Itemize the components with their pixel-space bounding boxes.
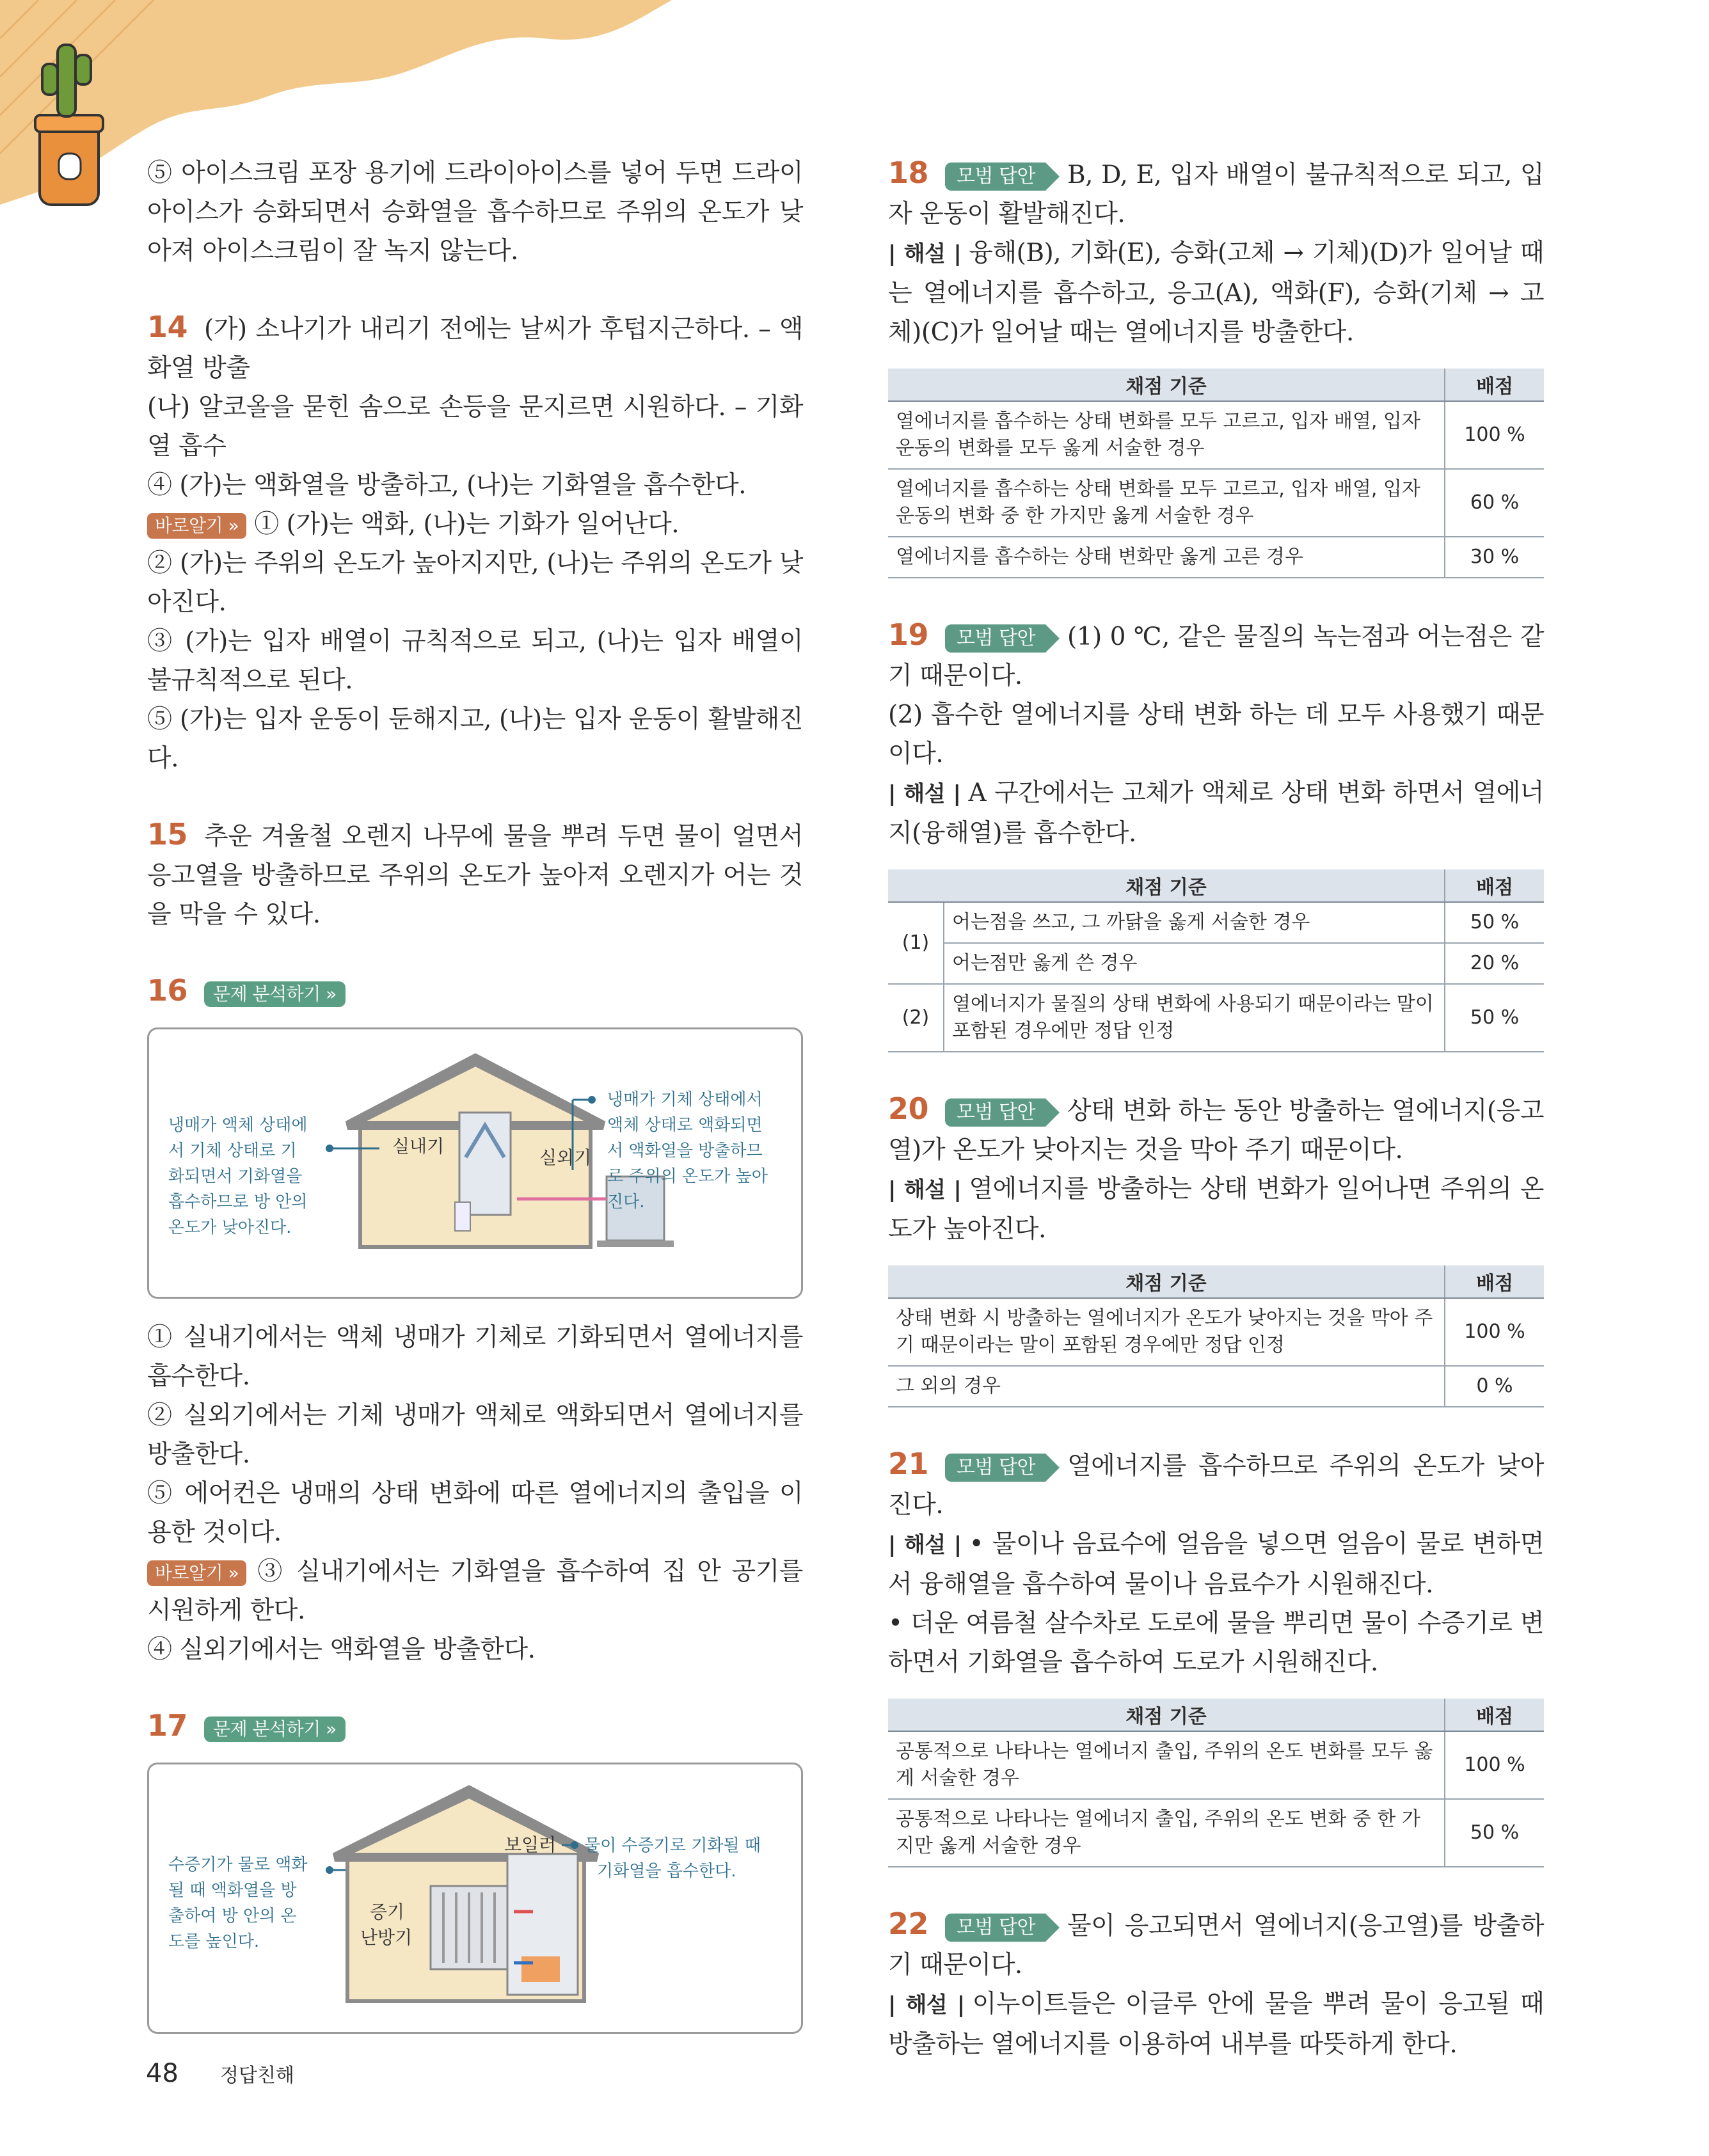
right-note-line: 기화열을 흡수한다. bbox=[597, 1862, 736, 1881]
left-note-line: 흡수하므로 방 안의 bbox=[168, 1193, 308, 1212]
explanation-label: | 해설 | bbox=[888, 241, 962, 267]
right-note-line: 진다. bbox=[607, 1193, 645, 1212]
q14-fix5: ⑤ (가)는 입자 운동이 둔해지고, (나)는 입자 운동이 활발해진다. bbox=[147, 705, 803, 773]
model-answer-badge: 모범 답안 bbox=[945, 162, 1045, 191]
q18-answer: B, D, E, 입자 배열이 불규칙적으로 되고, 입자 운동이 활발해진다. bbox=[888, 161, 1544, 228]
question-19 bbox=[888, 615, 1544, 1052]
q22-answer: 물이 응고되면서 열에너지(응고열)를 방출하기 때문이다. bbox=[888, 1912, 1544, 1979]
model-answer-badge: 모범 답안 bbox=[945, 1098, 1045, 1127]
q16-item2: ② 실외기에서는 기체 냉매가 액체로 액화되면서 열에너지를 방출한다. bbox=[147, 1401, 803, 1469]
right-note-line: 물이 수증기로 기화될 때 bbox=[584, 1836, 761, 1855]
q13-item5 bbox=[147, 154, 803, 271]
table-row: 열에너지를 흡수하는 상태 변화만 옳게 고른 경우 30 % bbox=[888, 537, 1544, 578]
q21-explain1: • 물이나 음료수에 얼음을 넣으면 얼음이 물로 변하면서 융해열을 흡수하여 물이나 음료수가 시원해진다. bbox=[888, 1530, 1544, 1599]
page-number: 48 bbox=[146, 2059, 179, 2088]
q18-explain: 융해(B), 기화(E), 승화(고체 → 기체)(D)가 일어날 때는 열에너지를 흡수하고, 응고(A), 액화(F), 승화(기체 → 고체)(C)가 일어날 때는 열에너지를 방출한다. bbox=[888, 239, 1544, 347]
q14-line-a: (가) 소나기가 내리기 전에는 날씨가 후텁지근하다. – 액화열 방출 bbox=[147, 315, 803, 383]
table-row: 열에너지를 흡수하는 상태 변화를 모두 고르고, 입자 배열, 입자 운동의 변화 중 한 가지만 옳게 서술한 경우 60 % bbox=[888, 469, 1544, 537]
q14-fix3: ③ (가)는 입자 배열이 규칙적으로 되고, (나)는 입자 배열이 불규칙적으로 된다. bbox=[147, 627, 803, 695]
table-header-criteria: 채점 기준 bbox=[888, 369, 1445, 401]
q19-explain: A 구간에서는 고체가 액체로 상태 변화 하면서 열에너지(융해열)를 흡수한다. bbox=[888, 779, 1544, 848]
right-column bbox=[888, 154, 1544, 2064]
correction-badge: 바로알기 » bbox=[147, 1560, 246, 1586]
table-row: (1) 어는점을 쓰고, 그 까닭을 옳게 서술한 경우 50 % bbox=[888, 902, 1544, 943]
model-answer-badge: 모범 답안 bbox=[945, 1454, 1045, 1482]
aircon-house-illustration bbox=[149, 1029, 805, 1293]
q16-fix4: ④ 실외기에서는 액화열을 방출한다. bbox=[147, 1635, 536, 1664]
q14-line-b: (나) 알코올을 묻힌 솜으로 손등을 문지르면 시원하다. – 기화열 흡수 bbox=[147, 393, 803, 461]
scoring-table bbox=[888, 1265, 1544, 1407]
table-row: 열에너지를 흡수하는 상태 변화를 모두 고르고, 입자 배열, 입자 운동의 변화를 모두 옳게 서술한 경우 100 % bbox=[888, 401, 1544, 469]
left-note-line: 냉매가 액체 상태에 bbox=[168, 1116, 308, 1135]
question-number: 15 bbox=[147, 817, 188, 852]
question-16 bbox=[147, 971, 803, 1669]
q13-item5-text: ⑤ 아이스크림 포장 용기에 드라이아이스를 넣어 두면 드라이아이스가 승화되면서 승화열을 흡수하므로 주위의 온도가 낮아져 아이스크림이 잘 녹지 않는다. bbox=[147, 159, 803, 266]
radiator-label-line: 증기 bbox=[370, 1901, 405, 1922]
question-number: 19 bbox=[888, 617, 929, 652]
table-header-points: 배점 bbox=[1445, 369, 1544, 401]
model-answer-badge: 모범 답안 bbox=[945, 624, 1045, 653]
boiler-figure bbox=[147, 1763, 803, 2034]
table-header-points: 배점 bbox=[1445, 869, 1544, 902]
table-row: 그 외의 경우 0 % bbox=[888, 1366, 1544, 1407]
question-number: 21 bbox=[888, 1447, 929, 1481]
left-note-line: 도를 높인다. bbox=[168, 1932, 260, 1951]
table-row: 공통적으로 나타나는 열에너지 출입, 주위의 온도 변화 중 한 가지만 옳게 서술한 경우 50 % bbox=[888, 1799, 1544, 1867]
left-note-line: 화되면서 기화열을 bbox=[168, 1167, 303, 1186]
page-section-label: 정답친해 bbox=[220, 2065, 294, 2087]
left-note-line: 될 때 액화열을 방 bbox=[168, 1881, 297, 1900]
table-row: 어는점만 옳게 쓴 경우 20 % bbox=[888, 943, 1544, 984]
question-18 bbox=[888, 154, 1544, 578]
explanation-label: | 해설 | bbox=[888, 781, 961, 807]
scoring-table bbox=[888, 369, 1544, 578]
table-header-points: 배점 bbox=[1445, 1699, 1544, 1731]
scoring-table bbox=[888, 1699, 1544, 1867]
explanation-label: | 해설 | bbox=[888, 1177, 962, 1203]
q21-explain2: • 더운 여름철 살수차로 도로에 물을 뿌리면 물이 수증기로 변하면서 기화열을 흡수하여 도로가 시원해진다. bbox=[888, 1609, 1544, 1677]
analysis-badge: 문제 분석하기 » bbox=[204, 981, 346, 1007]
q16-item1: ① 실내기에서는 액체 냉매가 기체로 기화되면서 열에너지를 흡수한다. bbox=[147, 1323, 803, 1391]
left-note-line: 서 기체 상태로 기 bbox=[168, 1141, 297, 1161]
left-note-line: 수증기가 물로 액화 bbox=[168, 1855, 308, 1875]
scoring-table bbox=[888, 869, 1544, 1052]
question-number: 22 bbox=[888, 1906, 929, 1941]
question-20 bbox=[888, 1090, 1544, 1407]
aircon-figure bbox=[147, 1027, 803, 1299]
right-note-line: 서 액화열을 방출하므 bbox=[607, 1141, 763, 1161]
q14-fix1: ① (가)는 액화, (나)는 기화가 일어난다. bbox=[254, 510, 680, 539]
steam-heating-illustration bbox=[149, 1764, 805, 2028]
question-17 bbox=[147, 1706, 803, 2034]
q14-fix2: ② (가)는 주위의 온도가 높아지지만, (나)는 주위의 온도가 낮아진다. bbox=[147, 549, 803, 617]
q22-explain: 이누이트들은 이글루 안에 물을 뿌려 물이 응고될 때 방출하는 열에너지를 이용하여 내부를 따뜻하게 한다. bbox=[888, 1990, 1544, 2059]
question-number: 16 bbox=[147, 973, 188, 1008]
q19-answer2: (2) 흡수한 열에너지를 상태 변화 하는 데 모두 사용했기 때문이다. bbox=[888, 701, 1544, 768]
table-header-points: 배점 bbox=[1445, 1265, 1544, 1298]
page-footer bbox=[146, 2059, 294, 2088]
question-number: 20 bbox=[888, 1091, 929, 1126]
q19-answer1: (1) 0 ℃, 같은 물질의 녹는점과 어는점은 같기 때문이다. bbox=[888, 622, 1544, 690]
analysis-badge: 문제 분석하기 » bbox=[204, 1716, 346, 1742]
question-14 bbox=[147, 308, 803, 778]
question-number: 14 bbox=[147, 310, 188, 344]
left-note-line: 출하여 방 안의 온 bbox=[168, 1906, 297, 1926]
table-row: (2) 열에너지가 물질의 상태 변화에 사용되기 때문이라는 말이 포함된 경우에만 정답 인정 50 % bbox=[888, 984, 1544, 1052]
indoor-unit-label: 실내기 bbox=[392, 1136, 445, 1157]
boiler-label: 보일러 bbox=[504, 1834, 557, 1855]
radiator-label-line: 난방기 bbox=[360, 1927, 413, 1948]
question-15 bbox=[147, 815, 803, 934]
right-note-line: 액체 상태로 액화되면 bbox=[607, 1116, 763, 1135]
table-header-criteria: 채점 기준 bbox=[888, 869, 1445, 902]
left-note-line: 온도가 낮아진다. bbox=[168, 1218, 292, 1237]
q14-answer: ④ (가)는 액화열을 방출하고, (나)는 기화열을 흡수한다. bbox=[147, 471, 747, 500]
q16-fix3: ③ 실내기에서는 기화열을 흡수하여 집 안 공기를 시원하게 한다. bbox=[147, 1557, 803, 1625]
q20-answer: 상태 변화 하는 동안 방출하는 열에너지(응고열)가 온도가 낮아지는 것을 막아 주기 때문이다. bbox=[888, 1097, 1544, 1164]
question-21 bbox=[888, 1445, 1544, 1867]
q15-text: 추운 겨울철 오렌지 나무에 물을 뿌려 두면 물이 얼면서 응고열을 방출하므로 주위의 온도가 높아져 오렌지가 어는 것을 막을 수 있다. bbox=[147, 822, 803, 929]
question-number: 18 bbox=[888, 155, 929, 190]
model-answer-badge: 모범 답안 bbox=[945, 1914, 1045, 1942]
correction-badge: 바로알기 » bbox=[147, 513, 246, 539]
q16-item5: ⑤ 에어컨은 냉매의 상태 변화에 따른 열에너지의 출입을 이용한 것이다. bbox=[147, 1479, 803, 1547]
table-header-criteria: 채점 기준 bbox=[888, 1699, 1445, 1731]
explanation-label: | 해설 | bbox=[888, 1992, 965, 2018]
table-header-criteria: 채점 기준 bbox=[888, 1265, 1445, 1298]
question-number: 17 bbox=[147, 1708, 188, 1743]
outdoor-unit-label: 실외기 bbox=[539, 1147, 592, 1168]
right-note-line: 로 주위의 온도가 높아 bbox=[607, 1167, 768, 1186]
q20-explain: 열에너지를 방출하는 상태 변화가 일어나면 주위의 온도가 높아진다. bbox=[888, 1175, 1544, 1244]
explanation-label: | 해설 | bbox=[888, 1532, 962, 1558]
left-column bbox=[147, 154, 803, 2053]
question-22 bbox=[888, 1905, 1544, 2064]
q21-answer: 열에너지를 흡수하므로 주위의 온도가 낮아진다. bbox=[888, 1452, 1544, 1519]
table-row: 상태 변화 시 방출하는 열에너지가 온도가 낮아지는 것을 막아 주기 때문이라는 말이 포함된 경우에만 정답 인정 100 % bbox=[888, 1298, 1544, 1366]
right-note-line: 냉매가 기체 상태에서 bbox=[607, 1090, 763, 1109]
table-row: 공통적으로 나타나는 열에너지 출입, 주위의 온도 변화를 모두 옳게 서술한 경우 100 % bbox=[888, 1731, 1544, 1799]
